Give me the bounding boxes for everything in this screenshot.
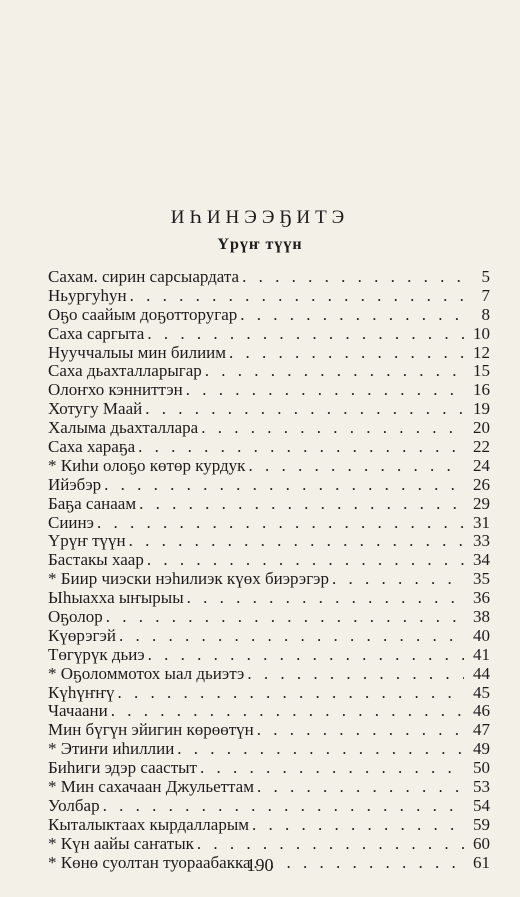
toc-entry-title: Мин бүгүн эйигин көрөөтүн [48,720,254,740]
toc-entry [48,381,490,400]
toc-entry-title: Бастакы хаар [48,550,144,570]
toc-entry-title: Күөрэгэй [48,625,116,645]
dot-leader [198,419,464,438]
toc-entry-title: Олоҥхо кэнниттэн [48,380,183,400]
toc-entry-page: 45 [473,682,490,702]
toc-entry [48,589,490,608]
toc-entry-page: 26 [473,474,490,494]
toc-entry-title: Кыталыктаах кырдалларым [48,814,250,834]
dot-leader [136,495,464,514]
toc-entry [48,362,490,381]
dot-leader [194,835,464,854]
dot-leader [103,608,464,627]
toc-entry-page: 47 [473,720,490,740]
toc-entry [48,702,490,721]
toc-entry-title: * Этиҥи иһиллии [48,739,175,759]
toc-entry-page: 33 [473,531,490,551]
dot-leader [244,665,464,684]
toc-entry-page: 38 [473,607,490,627]
toc-entry-page: 34 [473,550,490,570]
toc-entry-page: 60 [473,833,490,853]
dot-leader [108,702,464,721]
toc-entry-title: Чачаани [48,701,108,721]
toc-entry [48,551,490,570]
dot-leader [245,457,464,476]
toc-entry-title: Саха хараҕа [48,437,136,457]
toc-entry-page: 12 [473,342,490,362]
toc-entry-page: 20 [473,418,490,438]
toc-entry-title: Саха саргыта [48,323,145,343]
dot-leader [115,684,464,703]
toc-entry-page: 15 [473,361,490,381]
toc-entry-page: 53 [473,777,490,797]
toc-entry [48,532,490,551]
dot-leader [174,740,464,759]
dot-leader [329,570,464,589]
toc-entry-title: * Көнө суолтан туораабакка [48,852,251,872]
toc-entry-title: Хотугу Маай [48,399,143,419]
toc-entry-title: Оҕолор [48,607,103,627]
toc-entry [48,306,490,325]
toc-entry [48,457,490,476]
toc-entry-page: 59 [473,814,490,834]
toc-entry-title: * Оҕоломмотох ыал дьиэтэ [48,663,245,683]
dot-leader [144,551,464,570]
dot-leader [126,532,464,551]
toc-entry-title: Баҕа санаам [48,493,137,513]
toc-entry [48,835,490,854]
toc-entry-page: 16 [473,380,490,400]
dot-leader [184,589,464,608]
toc-entry-page: 41 [473,644,490,664]
toc-entry-title: Уолбар [48,795,100,815]
dot-leader [239,268,464,287]
toc-entry [48,570,490,589]
toc-entry [48,325,490,344]
dot-leader [197,759,464,778]
toc-entry-title: Ньургуһун [48,285,127,305]
toc-entry-page: 36 [473,588,490,608]
toc-entry [48,816,490,835]
toc-entry-page: 50 [473,758,490,778]
toc-entry [48,344,490,363]
toc-entry-page: 49 [473,739,490,759]
toc-entry [48,476,490,495]
toc-entry-title: Ийэбэр [48,474,102,494]
toc-entry-page: 61 [473,852,490,872]
toc-entry-page: 40 [473,625,490,645]
page-number: 190 [246,855,274,875]
dot-leader [254,778,464,797]
toc-entry [48,759,490,778]
toc-entry [48,778,490,797]
dot-leader [144,325,464,344]
toc-entry-title: * Мин сахачаан Джульеттам [48,777,254,797]
dot-leader [202,362,464,381]
toc-entry-page: 22 [473,437,490,457]
toc-entry-page: 29 [473,493,490,513]
toc-entry-title: Төгүрүк дьиэ [48,644,145,664]
toc-entry-title: Күһүҥҥү [48,682,115,702]
toc-entry-page: 31 [473,512,490,532]
toc-entry-page: 24 [473,455,490,475]
toc-entry-page: 44 [473,663,490,683]
dot-leader [142,400,464,419]
toc-entry [48,665,490,684]
table-of-contents [48,268,490,873]
toc-entry [48,721,490,740]
toc-entry [48,268,490,287]
toc-entry-title: Сиинэ [48,512,94,532]
dot-leader [135,438,464,457]
toc-entry [48,514,490,533]
toc-entry-page: 7 [481,285,490,305]
toc-entry [48,797,490,816]
dot-leader [249,816,464,835]
toc-entry [48,684,490,703]
toc-entry-title: Саха дьахталларыгар [48,361,202,381]
dot-leader [116,627,464,646]
toc-entry-title: * Биир чиэски нэһилиэк күөх биэрэгэр [48,569,329,589]
toc-entry [48,608,490,627]
toc-entry-page: 10 [473,323,490,343]
dot-leader [127,287,464,306]
toc-entry-title: Сахам. сирин сарсыардата [48,267,240,286]
dot-leader [183,381,464,400]
dot-leader [254,721,464,740]
toc-entry [48,495,490,514]
dot-leader [226,344,464,363]
section-title: ИҺИНЭЭҔИТЭ [170,207,350,228]
dot-leader [94,514,464,533]
toc-entry [48,740,490,759]
dot-leader [100,797,464,816]
toc-entry [48,627,490,646]
toc-entry-page: 5 [481,267,490,286]
toc-entry-page: 19 [473,399,490,419]
toc-entry [48,646,490,665]
toc-entry-title: Үрүҥ түүн [48,531,126,551]
dot-leader [145,646,464,665]
section-subtitle: Үрүҥ түүн [217,236,303,253]
toc-entry-page: 35 [473,569,490,589]
toc-entry [48,287,490,306]
toc-entry-title: Халыма дьахталлара [48,418,199,438]
dot-leader [101,476,464,495]
toc-entry-title: * Күн аайы саҥатык [48,833,194,853]
toc-entry [48,400,490,419]
toc-entry-page: 46 [473,701,490,721]
toc-entry-title: Оҕо саайым доҕотторугар [48,304,238,324]
toc-entry-title: Нууччалыы мин билиим [48,342,227,362]
toc-entry-title: Ыһыахха ыҥырыы [48,588,184,608]
toc-entry [48,419,490,438]
toc-entry [48,438,490,457]
dot-leader [237,306,464,325]
toc-entry-title: Биһиги эдэр саастыт [48,758,197,778]
toc-entry-title: * Киһи олоҕо көтөр курдук [48,455,246,475]
toc-entry-page: 54 [473,795,490,815]
toc-entry-page: 8 [481,304,490,324]
